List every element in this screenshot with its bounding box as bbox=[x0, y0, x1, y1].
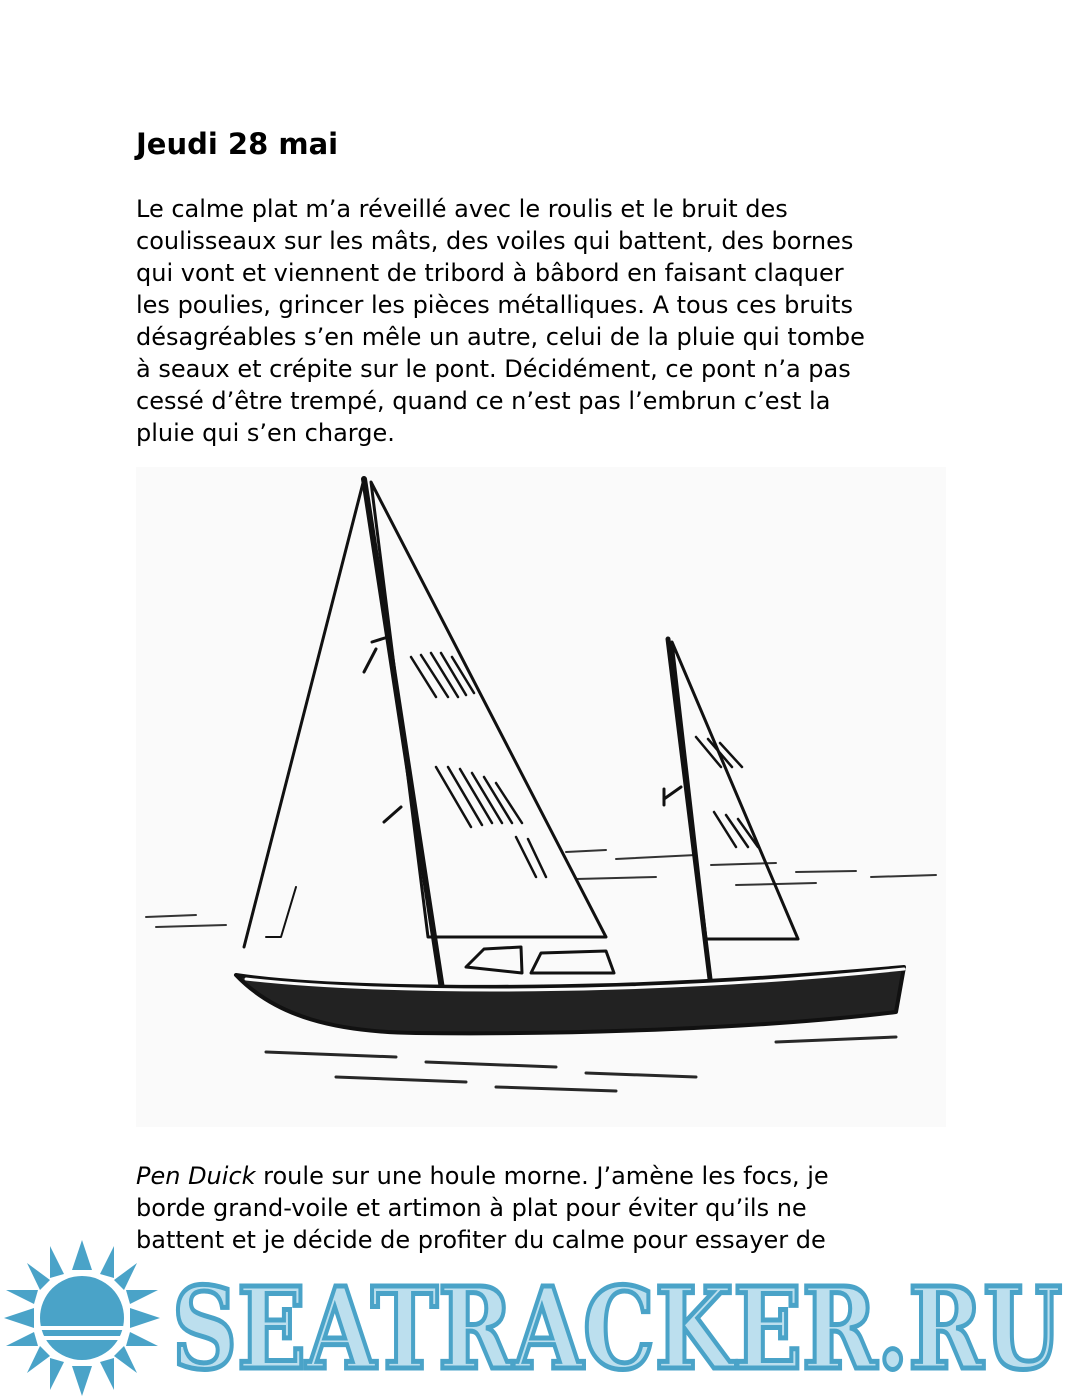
text-line: Le calme plat m’a réveillé avec le roulis et le bruit des bbox=[136, 195, 788, 223]
text-line: coulisseaux sur les mâts, des voiles qui battent, des bornes bbox=[136, 227, 854, 255]
text-line: cessé d’être trempé, quand ce n’est pas l’embrun c’est la bbox=[136, 387, 831, 415]
sailboat-sketch-icon bbox=[136, 467, 946, 1127]
watermark bbox=[0, 1240, 1080, 1397]
boat-name: Pen Duick bbox=[136, 1162, 256, 1190]
sailboat-illustration bbox=[136, 467, 946, 1127]
text-fragment: roule sur une houle morne. J’amène les focs, je bbox=[255, 1162, 829, 1190]
text-line: à seaux et crépite sur le pont. Décidément, ce pont n’a pas bbox=[136, 355, 851, 383]
text-line: borde grand-voile et artimon à plat pour éviter qu’ils ne bbox=[136, 1194, 807, 1222]
text-line bbox=[136, 1160, 946, 1192]
text-line: qui vont et viennent de tribord à bâbord en faisant claquer bbox=[136, 259, 844, 287]
text-line: pluie qui s’en charge. bbox=[136, 419, 395, 447]
date-heading: Jeudi 28 mai bbox=[136, 127, 339, 161]
watermark-text: SEATRACKER.RU bbox=[172, 1264, 1062, 1395]
text-line: désagréables s’en mêle un autre, celui de la pluie qui tombe bbox=[136, 323, 865, 351]
sun-logo-icon bbox=[4, 1240, 160, 1396]
paragraph-1 bbox=[136, 193, 946, 449]
text-line: les poulies, grincer les pièces métalliques. A tous ces bruits bbox=[136, 291, 854, 319]
text-line: battent et je décide de profiter du calme pour essayer de bbox=[136, 1226, 826, 1254]
